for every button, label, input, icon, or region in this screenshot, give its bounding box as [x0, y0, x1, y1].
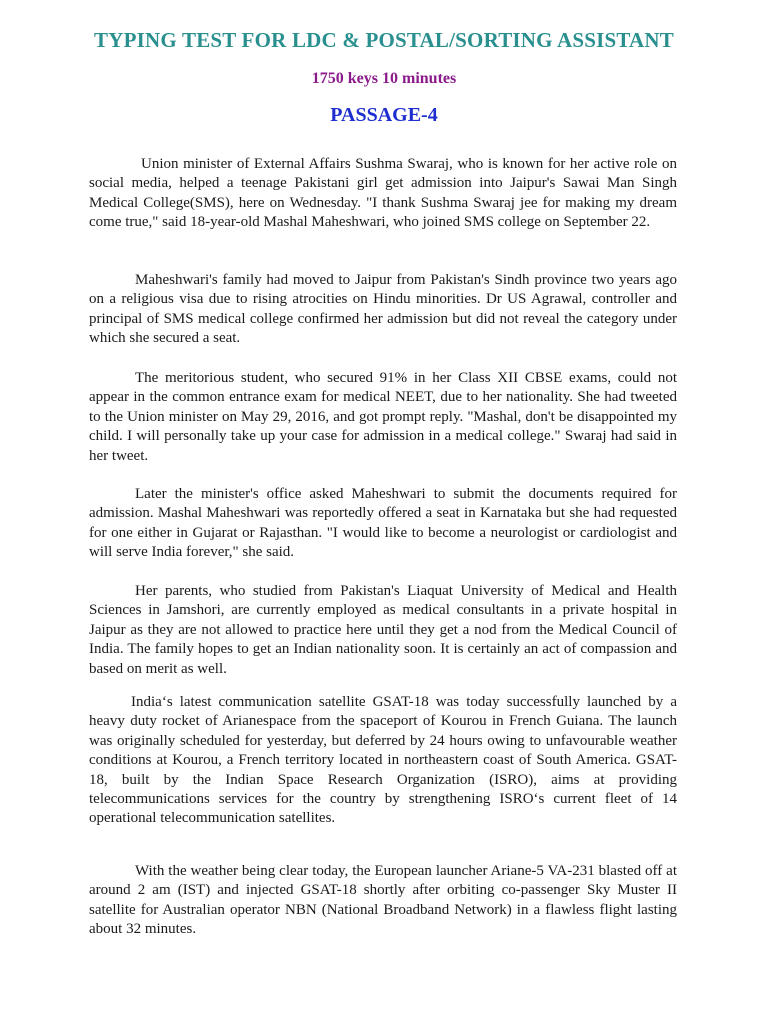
test-duration-subtitle: 1750 keys 10 minutes: [311, 70, 457, 87]
paragraph-3: The meritorious student, who secured 91% in her Class XII CBSE exams, could not appear in the common entrance exam for medical NEET, due to her nationality. She had tweeted to the Union minister on May 29, 2016, and got prompt reply. "Mashal, don't be disappointed my child. I will personally take up your case for admission in a medical college." Swaraj had said in her tweet.: [89, 370, 677, 464]
passage-label: PASSAGE-4: [330, 104, 438, 126]
paragraph-5: Her parents, who studied from Pakistan's Liaquat University of Medical and Health Sciences in Jamshori, are currently employed as medical consultants in a private hospital in Jaipur as they are not allowed to practice here until they get a nod from the Medical Council of India. The family hopes to get an Indian nationality soon. It is certainly an act of compassion and based on merit as well.: [89, 583, 677, 677]
paragraph-1: Union minister of External Affairs Sushma Swaraj, who is known for her active role on social media, helped a teenage Pakistani girl get admission into Jaipur's Sawai Man Singh Medical College(SMS), here on Wednesday. "I thank Sushma Swaraj jee for making my dream come true," said 18-year-old Mashal Maheshwari, who joined SMS college on September 22.: [89, 156, 677, 231]
paragraph-2: Maheshwari's family had moved to Jaipur from Pakistan's Sindh province two years ago on a religious visa due to rising atrocities on Hindu minorities. Dr US Agrawal, controller and principal of SMS medical college confirmed her admission but did not reveal the category under which she secured a seat.: [89, 272, 677, 347]
paragraph-7: With the weather being clear today, the European launcher Ariane-5 VA-231 blasted off at around 2 am (IST) and injected GSAT-18 shortly after orbiting co-passenger Sky Muster II satellite for Australian operator NBN (National Broadband Network) in a flawless flight lasting about 32 minutes.: [89, 863, 677, 938]
paragraph-4: Later the minister's office asked Maheshwari to submit the documents required for admission. Mashal Maheshwari was reportedly offered a seat in Karnataka but she had requested for one either in Gujarat or Rajasthan. "I would like to become a neurologist or cardiologist and will serve India forever," she said.: [89, 486, 677, 561]
document-title: TYPING TEST FOR LDC & POSTAL/SORTING ASSISTANT: [94, 28, 674, 52]
paragraph-6: India‘s latest communication satellite GSAT-18 was today successfully launched by a heavy duty rocket of Arianespace from the spaceport of Kourou in French Guiana. The launch was originally scheduled for yesterday, but deferred by 24 hours owing to unfavourable weather conditions at Kourou, a French territory located in northeastern coast of South America. GSAT-18, built by the Indian Space Research Organization (ISRO), aims at providing telecommunications services for the country by strengthening ISRO‘s current fleet of 14 operational telecommunication satellites.: [89, 694, 677, 827]
